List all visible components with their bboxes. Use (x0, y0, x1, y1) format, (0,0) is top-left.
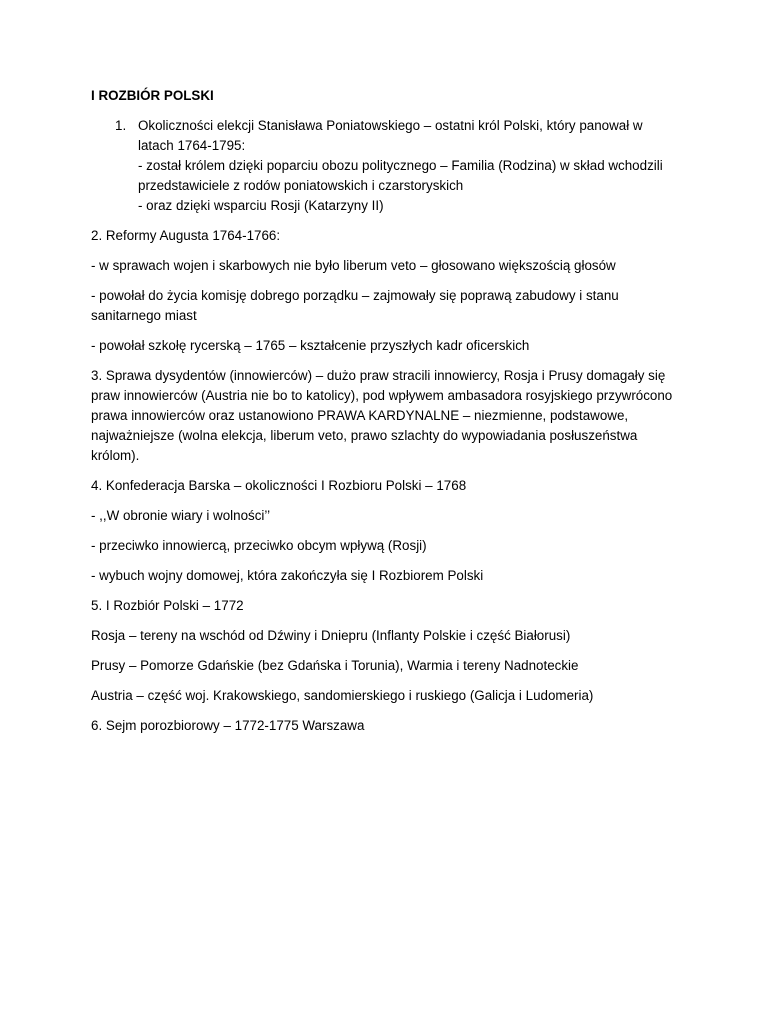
document-content (91, 86, 681, 746)
numbered-item-1-line-3: - oraz dzięki wsparciu Rosji (Katarzyny II) (138, 198, 384, 213)
numbered-item-1-body (138, 116, 681, 216)
paragraph-prusy: Prusy – Pomorze Gdańskie (bez Gdańska i Torunia), Warmia i tereny Nadnoteckie (91, 658, 579, 673)
paragraph-szkola-rycerska: - powołał szkołę rycerską – 1765 – kształcenie przyszłych kadr oficerskich (91, 338, 530, 353)
paragraph-wojna-domowa: - wybuch wojny domowej, która zakończyła się I Rozbiorem Polski (91, 568, 484, 583)
paragraph-reformy-heading: 2. Reformy Augusta 1764-1766: (91, 228, 281, 243)
paragraph-haslo: - ,,W obronie wiary i wolności’’ (91, 508, 271, 523)
paragraph-rosja: Rosja – tereny na wschód od Dźwiny i Dniepru (Inflanty Polskie i część Białorusi) (91, 628, 571, 643)
paragraph-dysydenci: 3. Sprawa dysydentów (innowierców) – dużo praw stracili innowiercy, Rosja i Prusy domagały się praw innowierców (Austria nie bo to katolicy), pod wpływem ambasadora rosyjskiego przywrócono prawa innowierców oraz ustanowiono PRAWA KARDYNALNE – niezmienne, podstawowe, najważniejsze (wolna elekcja, liberum veto, prawo szlachty do wypowiadania posłuszeństwa królom). (91, 368, 673, 463)
paragraph-austria: Austria – część woj. Krakowskiego, sandomierskiego i ruskiego (Galicja i Ludomeria) (91, 688, 594, 703)
numbered-item-1 (91, 116, 681, 216)
numbered-item-1-line-1: Okoliczności elekcji Stanisława Poniatowskiego – ostatni król Polski, który panował w latach 1764-1795: (138, 118, 643, 153)
paragraph-liberum-veto: - w sprawach wojen i skarbowych nie było liberum veto – głosowano większością głosów (91, 258, 616, 273)
paragraph-przeciwko: - przeciwko innowiercą, przeciwko obcym wpływą (Rosji) (91, 538, 427, 553)
paragraph-konfederacja-heading: 4. Konfederacja Barska – okoliczności I Rozbioru Polski – 1768 (91, 478, 467, 493)
paragraph-komisja: - powołał do życia komisję dobrego porządku – zajmowały się poprawą zabudowy i stanu sanitarnego miast (91, 288, 619, 323)
document-title: I ROZBIÓR POLSKI (91, 88, 214, 103)
numbered-item-1-marker: 1. (115, 118, 127, 133)
paragraph-sejm: 6. Sejm porozbiorowy – 1772-1775 Warszawa (91, 718, 365, 733)
paragraph-rozbior-heading: 5. I Rozbiór Polski – 1772 (91, 598, 244, 613)
numbered-item-1-line-2: - został królem dzięki poparciu obozu politycznego – Familia (Rodzina) w skład wchodzili przedstawiciele z rodów poniatowskich i czarstoryskich (138, 158, 663, 193)
